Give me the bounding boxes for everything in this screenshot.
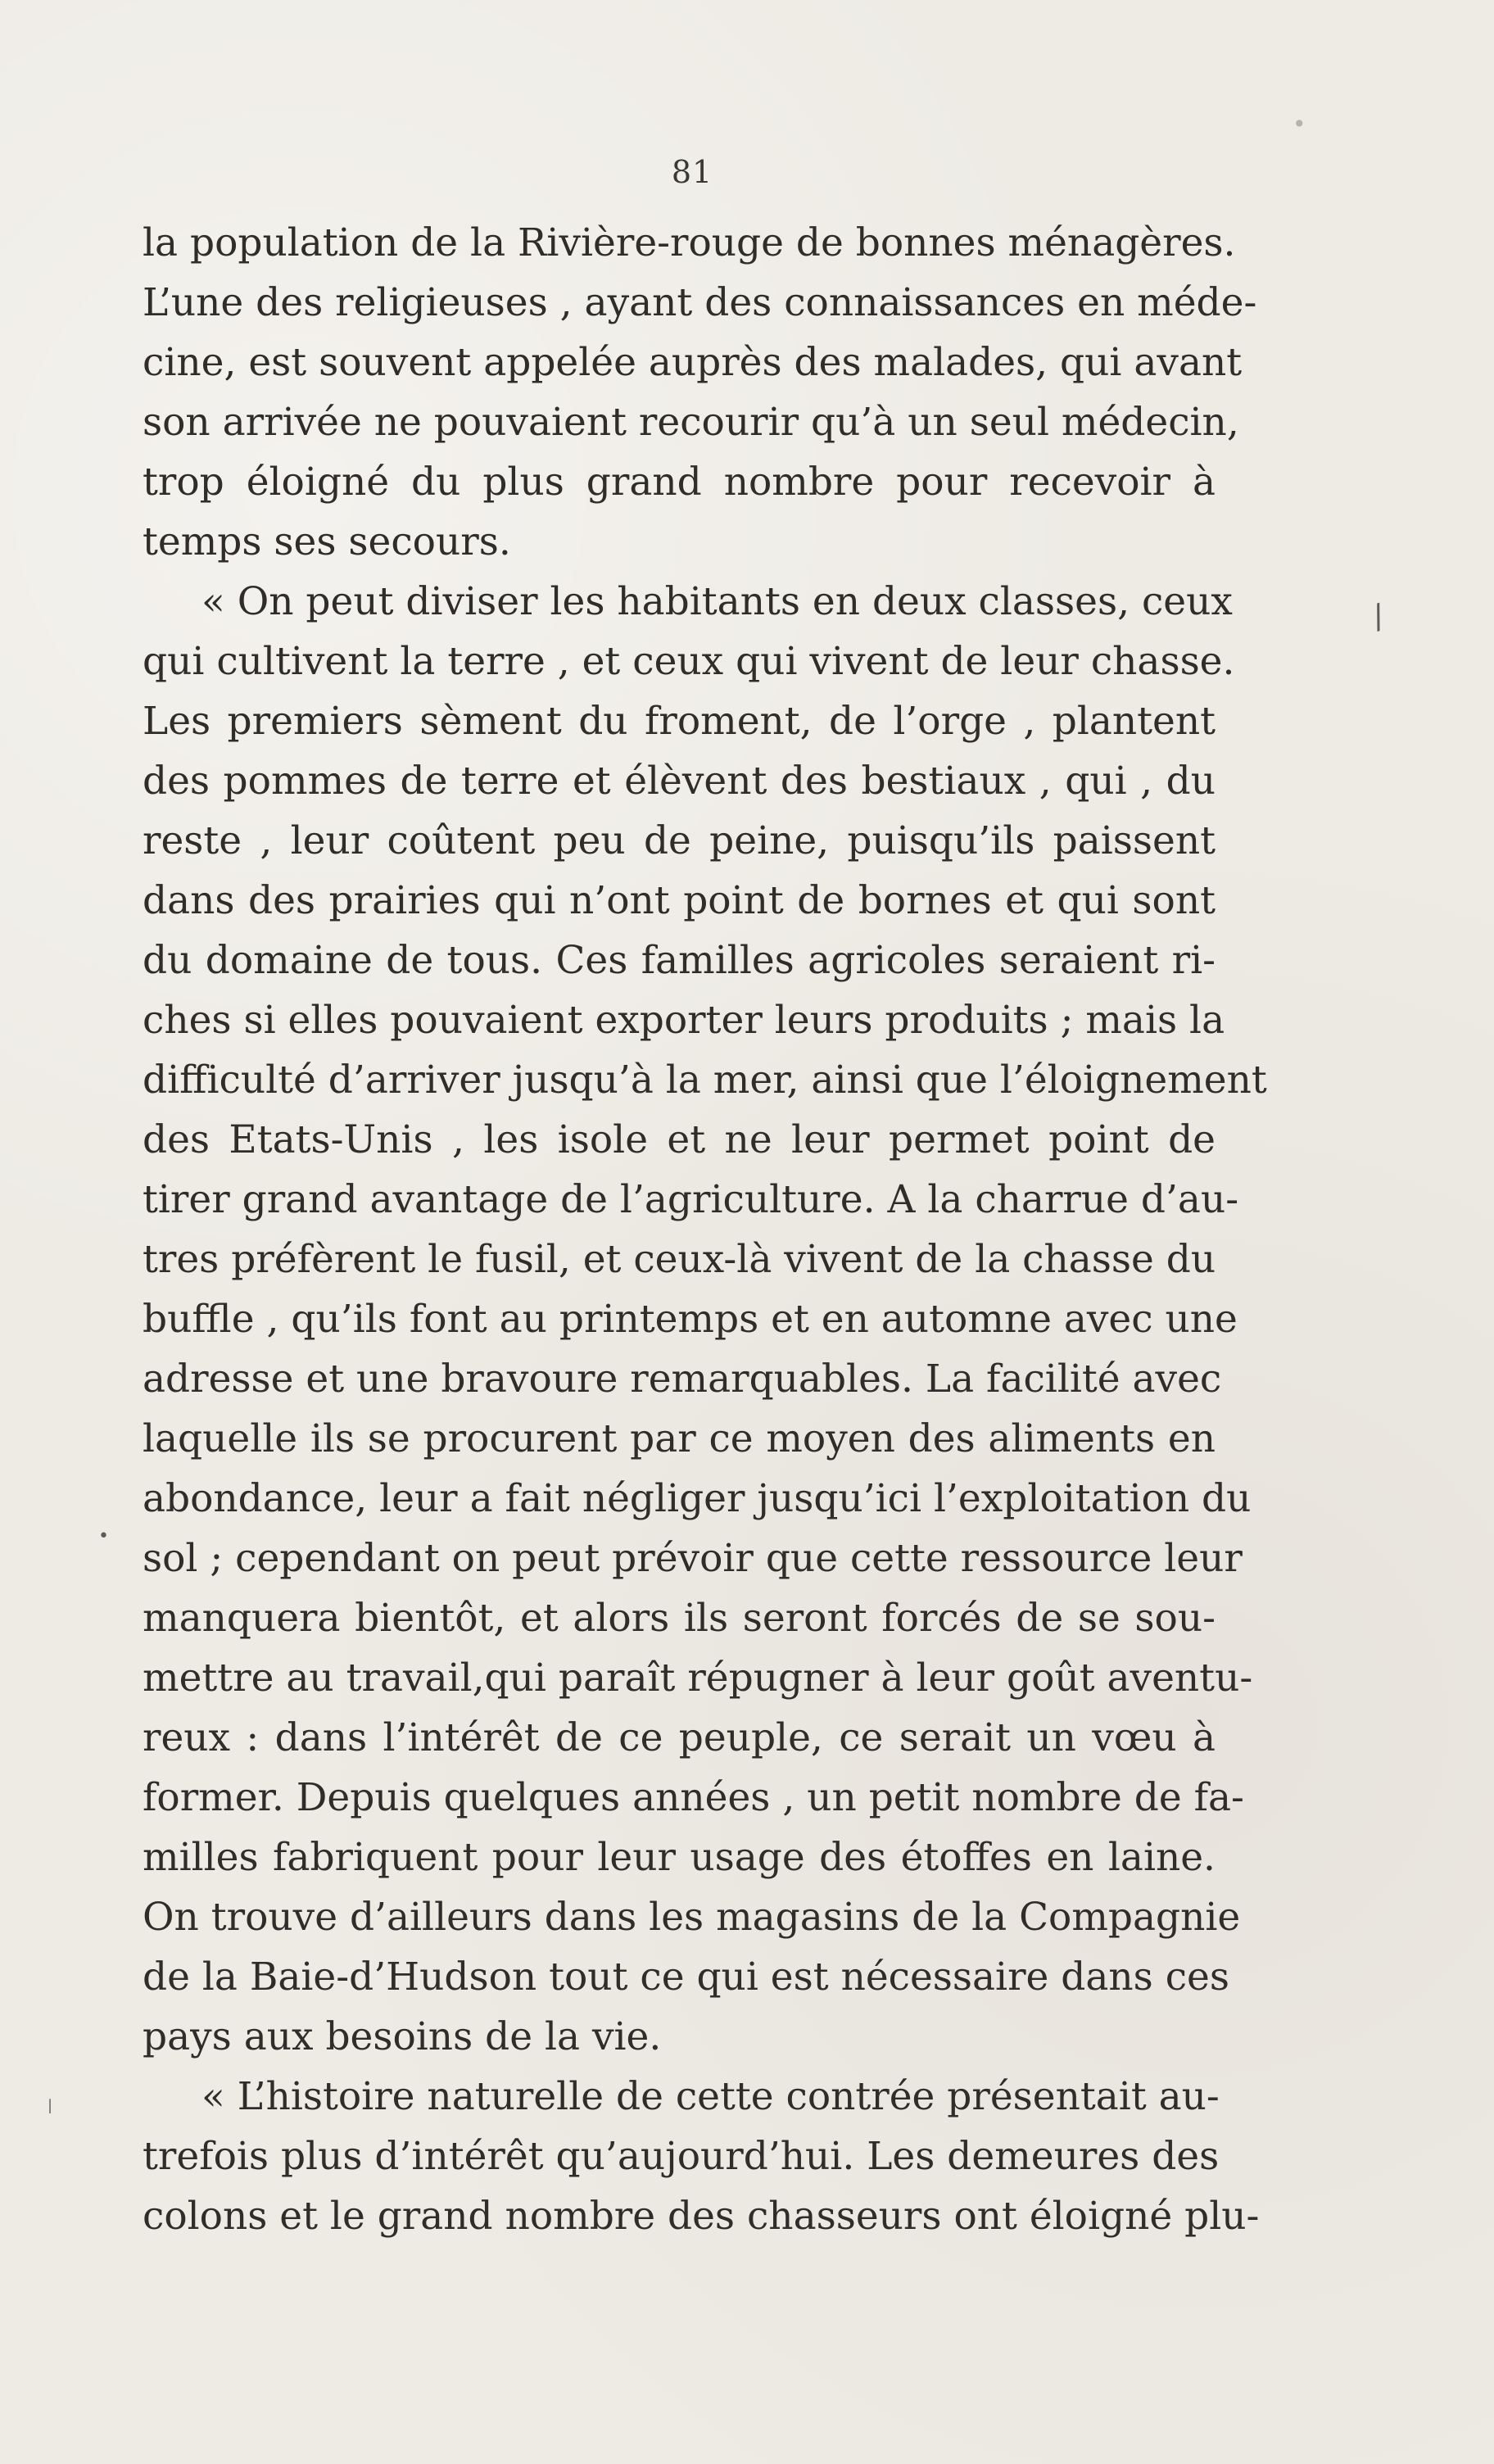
margin-mark: / <box>1367 597 1390 636</box>
text-line: « On peut diviser les habitants en deux classes, ceux <box>201 579 1233 624</box>
text-line: former. Depuis quelques années , un petit nombre de fa- <box>143 1775 1244 1820</box>
page-text <box>143 213 1267 2246</box>
text-line: milles fabriquent pour leur usage des étoffes en laine. <box>143 1835 1216 1880</box>
text-line: colons et le grand nombre des chasseurs ont éloigné plu- <box>143 2194 1260 2239</box>
text-line: reux : dans l’intérêt de ce peuple, ce serait un vœu à <box>143 1715 1216 1760</box>
text-line: trefois plus d’intérêt qu’aujourd’hui. Les demeures des <box>143 2134 1220 2179</box>
paper-speck: • <box>1293 111 1306 138</box>
text-line: Les premiers sèment du froment, de l’orge , plantent <box>143 699 1216 744</box>
text-line: qui cultivent la terre , et ceux qui vivent de leur chasse. <box>143 639 1235 684</box>
margin-dot: • <box>98 1526 109 1547</box>
text-line: « L’histoire naturelle de cette contrée présentait au- <box>201 2074 1220 2119</box>
text-line: de la Baie-d’Hudson tout ce qui est nécessaire dans ces <box>143 1954 1229 2000</box>
margin-dot: | <box>48 2097 53 2114</box>
text-line: buffle , qu’ils font au printemps et en automne avec une <box>143 1297 1238 1342</box>
text-line: dans des prairies qui n’ont point de bornes et qui sont <box>143 878 1216 923</box>
text-line: cine, est souvent appelée auprès des malades, qui avant <box>143 340 1243 385</box>
text-line: adresse et une bravoure remarquables. La facilité avec <box>143 1357 1222 1402</box>
text-line: abondance, leur a fait négliger jusqu’ici l’exploitation du <box>143 1476 1252 1521</box>
text-line: On trouve d’ailleurs dans les magasins de la Compagnie <box>143 1895 1241 1940</box>
text-line: difficulté d’arriver jusqu’à la mer, ainsi que l’éloignement <box>143 1058 1267 1103</box>
text-line: du domaine de tous. Ces familles agricoles seraient ri- <box>143 938 1216 983</box>
text-line: trop éloigné du plus grand nombre pour recevoir à <box>143 460 1216 505</box>
text-line: tirer grand avantage de l’agriculture. A la charrue d’au- <box>143 1177 1239 1222</box>
text-line: sol ; cependant on peut prévoir que cette ressource leur <box>143 1536 1243 1581</box>
text-line: temps ses secours. <box>143 519 511 564</box>
text-line: reste , leur coûtent peu de peine, puisqu’ils paissent <box>143 818 1216 863</box>
text-line: pays aux besoins de la vie. <box>143 2014 662 2059</box>
text-line: mettre au travail,qui paraît répugner à leur goût aventu- <box>143 1656 1253 1701</box>
text-line: tres préfèrent le fusil, et ceux-là vivent de la chasse du <box>143 1237 1216 1282</box>
text-line: des pommes de terre et élèvent des bestiaux , qui , du <box>143 759 1216 804</box>
text-line: la population de la Rivière-rouge de bonnes ménagères. <box>143 220 1236 265</box>
text-line: L’une des religieuses , ayant des connaissances en méde- <box>143 280 1257 325</box>
text-line: ches si elles pouvaient exporter leurs produits ; mais la <box>143 998 1225 1043</box>
page-number: 81 <box>671 154 713 190</box>
text-line: laquelle ils se procurent par ce moyen des aliments en <box>143 1416 1216 1461</box>
text-line: son arrivée ne pouvaient recourir qu’à un seul médecin, <box>143 400 1239 445</box>
text-line: des Etats-Unis , les isole et ne leur permet point de <box>143 1117 1216 1162</box>
text-line: manquera bientôt, et alors ils seront forcés de se sou- <box>143 1596 1216 1641</box>
